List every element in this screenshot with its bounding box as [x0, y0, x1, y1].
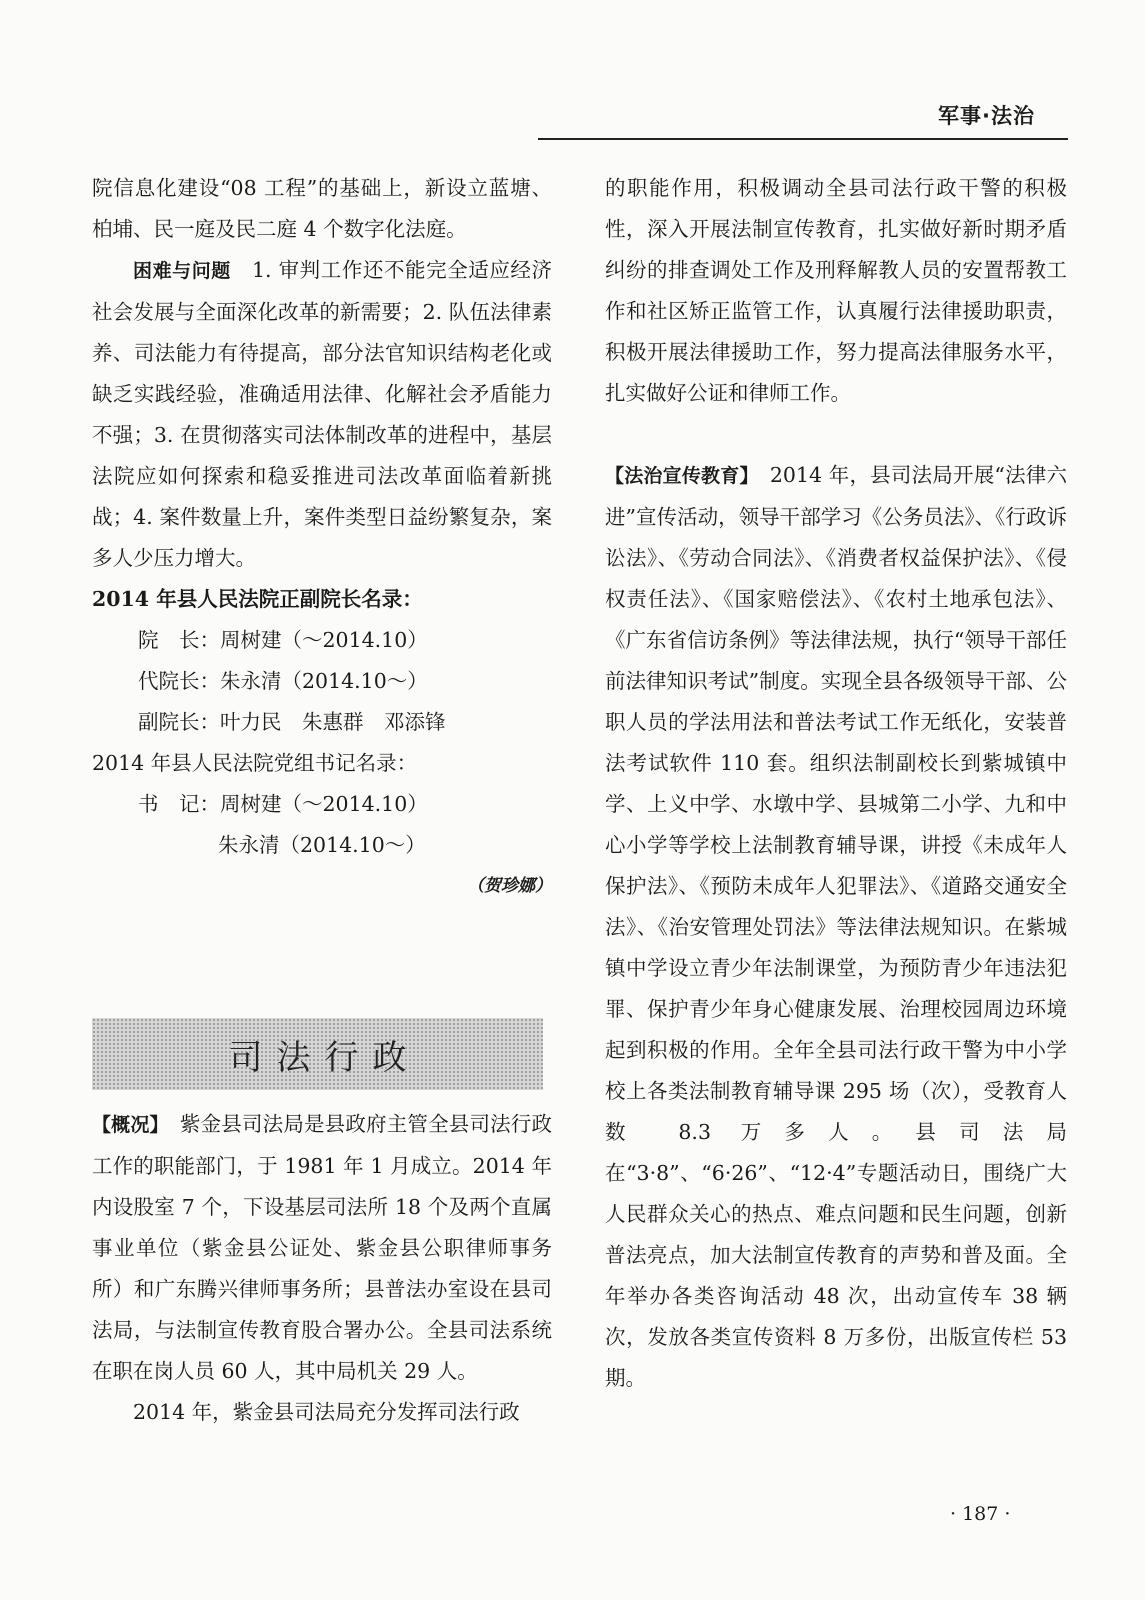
legal-education-text: 2014 年，县司法局开展“法律六进”宣传活动，领导干部学习《公务员法》、《行政诉讼法》、《劳动合同法》、《消费者权益保护法》、《侵权责任法》、《国家赔偿法》、《农村土地承包法》、《广东省信访条例》等法律法规，执行“领导干部任前法律知识考试”制度。实现全县各级领导干部、公职人员的学法用法和普法考试工作无纸化，安装普法考试软件 110 套。组织法制副校长到紫城镇中学、上义中学、水墩中学、县城第二小学、九和中心小学等学校上法制教育辅导课，讲授《未成年人保护法》、《预防未成年人犯罪法》、《道路交通安全法》、《治安管理处罚法》等法律法规知识。在紫城镇中学设立青少年法制课堂，为预防青少年违法犯罪、保护青少年身心健康发展、治理校园周边环境起到积极的作用。全年全县司法行政干警为中小学校上各类法制教育辅导课 295 场（次），受教育人数 8.3 万多人。县司法局在“3·8”、“6·26”、“12·4”专题活动日，围绕广大人民群众关心的热点、难点问题和民生问题，创新普法亮点，加大法制宣传教育的声势和普及面。全年举办各类咨询活动 48 次，出动宣传车 38 辆次，发放各类宣传资料 8 万多份，出版宣传栏 53 期。: [605, 463, 1067, 1390]
overview-label: 【概况】: [92, 1114, 160, 1136]
secretary-list-item: 朱永清（2014.10～）: [218, 833, 426, 857]
page-number: · 187 ·: [950, 1503, 1011, 1525]
section-title: 司法行政: [228, 1037, 421, 1078]
section-header-title: 军事·法治: [938, 104, 1035, 128]
president-list-item: 副院长：叶力民 朱惠群 邓添锋: [138, 710, 446, 734]
president-list-item: 代院长：朱永清（2014.10～）: [138, 669, 428, 693]
left-column: [92, 168, 552, 907]
secretary-list-item: 书 记：周树建（～2014.10）: [138, 792, 428, 816]
problems-label: 困难与问题: [133, 260, 231, 282]
court-digital-paragraph: 院信息化建设“08 工程”的基础上，新设立蓝塘、柏埔、民一庭及民二庭 4 个数字化法庭。: [92, 176, 552, 241]
problems-text: 1. 审判工作还不能完全适应经济社会发展与全面深化改革的新需要；2. 队伍法律素养、司法能力有待提高，部分法官知识结构老化或缺乏实践经验，准确适用法律、化解社会矛盾能力不强；3. 在贯彻落实司法体制改革的进程中，基层法院应如何探索和稳妥推进司法改革面临着新挑战；4. 案件数量上升，案件类型日益纷繁复杂，案多人少压力增大。: [92, 258, 552, 570]
overview-text: 紫金县司法局是县政府主管全县司法行政工作的职能部门，于 1981 年 1 月成立。2014 年内设股室 7 个，下设基层司法所 18 个及两个直属事业单位（紫金县公证处、紫金县公职律师事务所）和广东腾兴律师事务所；县普法办室设在县司法局，与法制宣传教育股合署办公。全县司法系统在职在岗人员 60 人，其中局机关 29 人。: [92, 1112, 552, 1383]
section-heading-box: [92, 1018, 543, 1090]
problems-paragraph: [92, 250, 552, 579]
left-column-lower: [92, 1104, 552, 1433]
function-paragraph-end: 的职能作用，积极调动全县司法行政干警的积极性，深入开展法制宣传教育，扎实做好新时期矛盾纠纷的排查调处工作及刑释解教人员的安置帮教工作和社区矫正监管工作，认真履行法律援助职责，积极开展法律援助工作，努力提高法律服务水平，扎实做好公证和律师工作。: [605, 176, 1067, 405]
header-rule: [538, 138, 1068, 140]
secretary-list-title: 2014 年县人民法院党组书记名录：: [92, 751, 418, 775]
overview-paragraph: [92, 1104, 552, 1392]
legal-education-paragraph: [605, 455, 1067, 1399]
right-column: [605, 168, 1067, 1399]
function-paragraph-start: 2014 年，紫金县司法局充分发挥司法行政: [133, 1400, 520, 1424]
president-list-title: 2014 年县人民法院正副院长名录：: [92, 587, 423, 611]
president-list-item: 院 长：周树建（～2014.10）: [138, 628, 428, 652]
legal-education-label: 【法治宣传教育】: [605, 465, 750, 487]
author-credit: （贺珍娜）: [467, 876, 552, 896]
